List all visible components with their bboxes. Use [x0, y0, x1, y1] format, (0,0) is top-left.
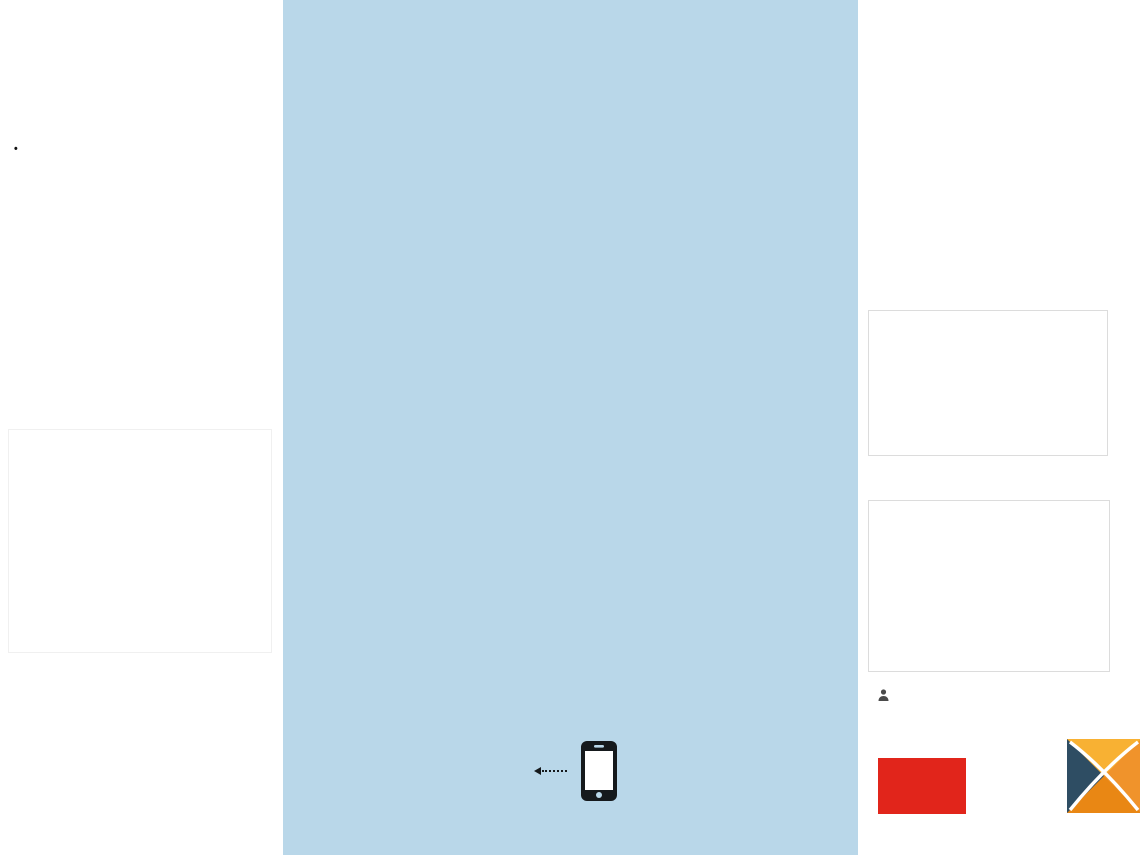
data4life-logo	[972, 748, 1068, 749]
feature-likert-chart	[8, 429, 272, 653]
jnj-logo	[878, 758, 966, 814]
arrow-left-icon	[534, 767, 567, 775]
middle-column	[283, 0, 858, 855]
usage-chart-card	[868, 500, 1110, 672]
introduction-bullet	[14, 142, 276, 157]
importance-chart-card	[868, 310, 1108, 456]
ohdsi-logo	[1066, 738, 1140, 816]
authors-row	[878, 686, 1126, 702]
qr-code	[417, 715, 527, 827]
arrow-dotted-line	[542, 770, 567, 772]
smartphone-icon	[581, 741, 617, 801]
arrow-head	[534, 767, 541, 775]
person-icon	[878, 689, 889, 702]
right-column	[858, 0, 1140, 855]
download-cta	[417, 715, 626, 827]
introduction-text	[26, 142, 276, 157]
ohdsi-logo-mark	[1066, 738, 1140, 816]
bullet-dot: •	[14, 143, 18, 155]
presenter-row	[14, 82, 19, 97]
